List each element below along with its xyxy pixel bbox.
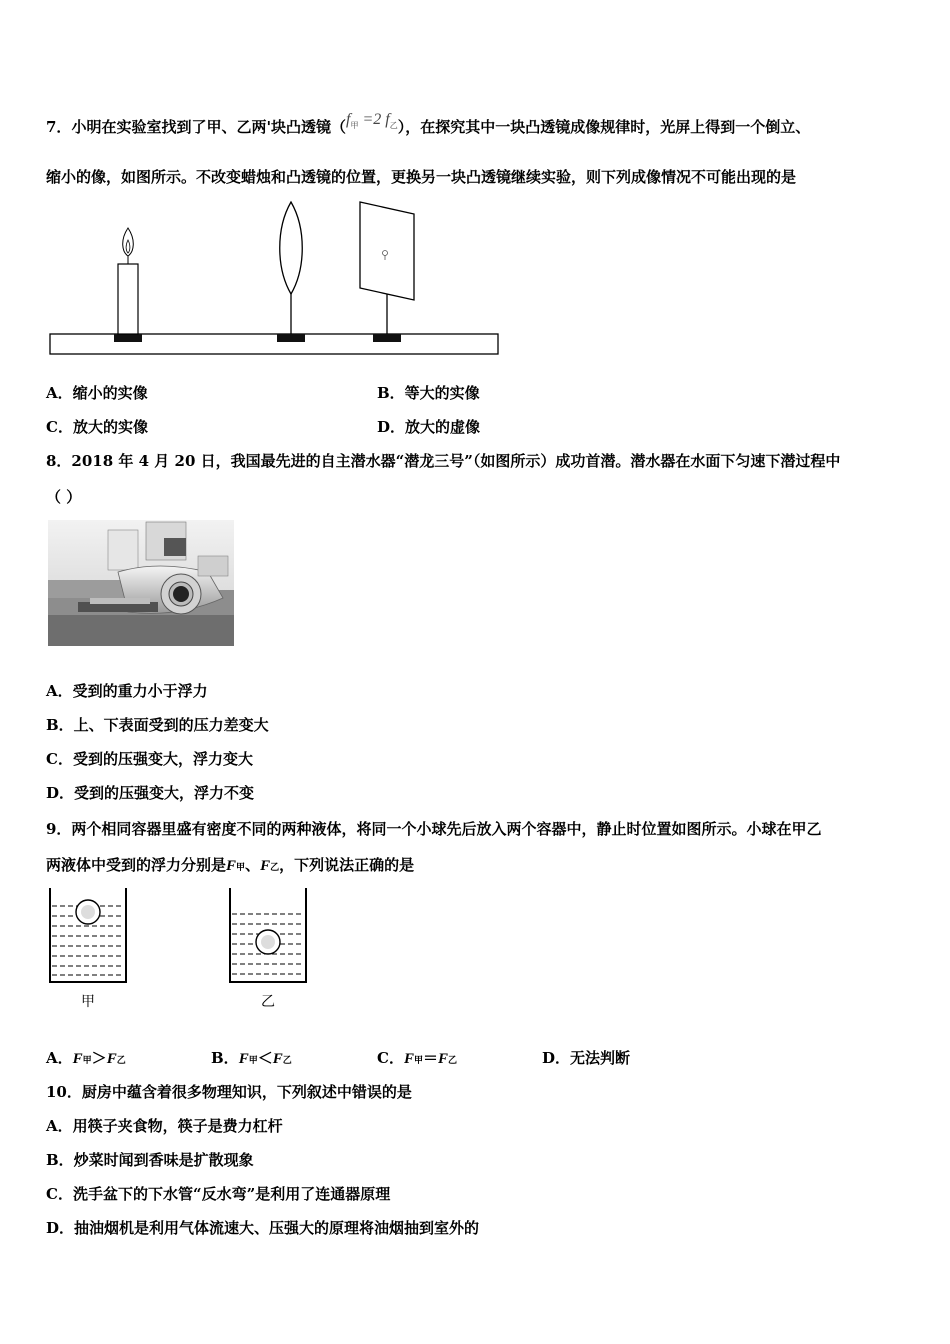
light-screen	[360, 202, 414, 342]
lens-experiment-figure	[48, 198, 504, 358]
q7-text-b: ），在探究其中一块凸透镜成像规律时，光屏上得到一个倒立、	[397, 118, 811, 136]
q7-option-b[interactable]: B．等大的实像	[377, 384, 480, 402]
q7-formula: $f_甲 =2$ $f_乙$	[346, 111, 398, 131]
q10-option-d[interactable]: D．抽油烟机是利用气体流速大、压强大的原理将油烟抽到室外的	[46, 1219, 480, 1237]
submersible-photo	[48, 520, 234, 646]
q10-line1: 10．厨房中蕴含着很多物理知识，下列叙述中错误的是	[46, 1083, 412, 1101]
q7-number: 7．	[46, 118, 72, 136]
q7-line2: 缩小的像，如图所示。不改变蜡烛和凸透镜的位置，更换另一块凸透镜继续实验，则下列成像情况不可能出现的是	[46, 168, 797, 186]
q8-option-a[interactable]: A．受到的重力小于浮力	[46, 682, 208, 700]
q10-option-a[interactable]: A．用筷子夹食物，筷子是费力杠杆	[46, 1117, 283, 1135]
q8-option-c[interactable]: C．受到的压强变大，浮力变大	[46, 750, 253, 768]
containers-figure	[44, 886, 324, 1016]
container-yi	[230, 888, 306, 982]
q9-option-a[interactable]: A．F甲＞F乙	[46, 1049, 126, 1067]
q8-line1: 8．2018 年 4 月 20 日，我国最先进的自主潜水器“潜龙三号”（如图所示）成功首潜。潜水器在水面下匀速下潜过程中	[46, 452, 841, 470]
q7-option-d[interactable]: D．放大的虚像	[377, 418, 481, 436]
q10-option-b[interactable]: B．炒菜时闻到香味是扩散现象	[46, 1151, 254, 1169]
q7-line1	[46, 111, 811, 139]
q9-option-c[interactable]: C．F甲＝F乙	[377, 1049, 458, 1067]
label-yi: 乙	[261, 993, 275, 1009]
q9-option-d[interactable]: D．无法判断	[542, 1049, 631, 1067]
convex-lens	[277, 202, 305, 342]
q8-option-b[interactable]: B．上、下表面受到的压力差变大	[46, 716, 269, 734]
q9-line2: 两液体中受到的浮力分别是F甲、F乙，下列说法正确的是	[46, 856, 415, 874]
q7-text-a: 小明在实验室找到了甲、乙两'块凸透镜（	[71, 118, 347, 136]
q10-option-c[interactable]: C．洗手盆下的下水管“反水弯”是利用了连通器原理	[46, 1185, 391, 1203]
q9-line1: 9．两个相同容器里盛有密度不同的两种液体，将同一个小球先后放入两个容器中，静止时位置如图所示。小球在甲乙	[46, 820, 822, 838]
label-jia: 甲	[81, 993, 95, 1009]
candle	[114, 228, 142, 342]
q7-option-c[interactable]: C．放大的实像	[46, 418, 148, 436]
q9-option-b[interactable]: B．F甲＜F乙	[211, 1049, 292, 1067]
q8-option-d[interactable]: D．受到的压强变大，浮力不变	[46, 784, 255, 802]
q8-line2: （ ）	[46, 488, 82, 506]
q7-option-a[interactable]: A．缩小的实像	[46, 384, 148, 402]
container-jia	[50, 888, 126, 982]
